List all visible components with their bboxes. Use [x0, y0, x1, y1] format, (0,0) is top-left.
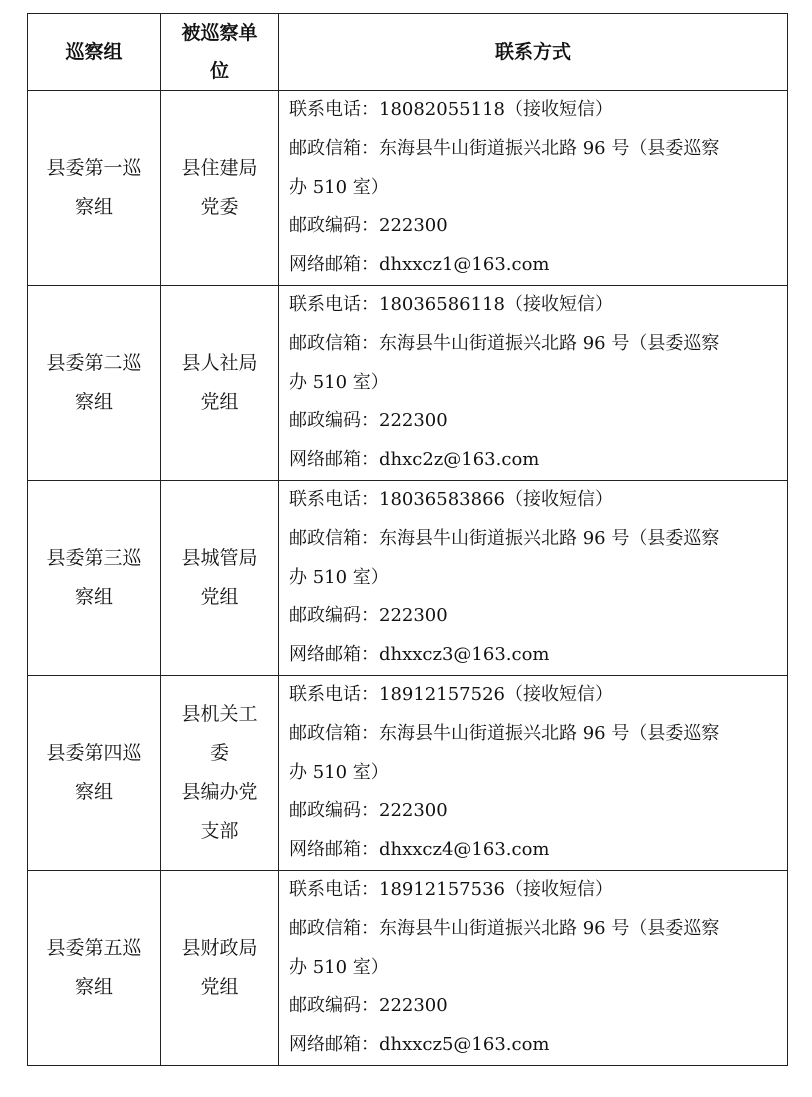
unit-cell — [161, 871, 279, 1066]
contact-mailbox-cont: 办 510 室） — [289, 761, 389, 783]
contact-mailbox: 邮政信箱：东海县牛山街道振兴北路 96 号（县委巡察 — [289, 332, 720, 354]
contact-email[interactable]: 网络邮箱：dhxxcz3@163.com — [289, 644, 550, 666]
contact-postcode: 邮政编码：222300 — [289, 410, 448, 432]
unit-name-line: 县编办党 — [181, 781, 258, 803]
group-name-line: 县委第五巡 — [46, 937, 142, 959]
contact-mailbox-cont: 办 510 室） — [289, 566, 389, 588]
contact-cell — [279, 871, 788, 1066]
unit-name-line: 县机关工 — [181, 703, 258, 725]
unit-name-line: 县财政局 — [181, 937, 258, 959]
contact-email[interactable]: 网络邮箱：dhxc2z@163.com — [289, 449, 540, 471]
contact-email[interactable]: 网络邮箱：dhxxcz4@163.com — [289, 839, 550, 861]
unit-name-line: 党组 — [200, 586, 239, 608]
contact-cell — [279, 481, 788, 676]
table-row — [28, 286, 788, 481]
group-cell — [28, 871, 161, 1066]
unit-name-line: 县住建局 — [181, 157, 258, 179]
header-unit-line: 位 — [209, 60, 229, 82]
contact-mailbox: 邮政信箱：东海县牛山街道振兴北路 96 号（县委巡察 — [289, 722, 720, 744]
header-group: 巡察组 — [28, 14, 161, 91]
contact-email[interactable]: 网络邮箱：dhxxcz5@163.com — [289, 1034, 550, 1056]
unit-name-line: 县城管局 — [181, 547, 258, 569]
group-name-line: 察组 — [74, 976, 113, 998]
inspection-contact-table — [27, 13, 788, 1066]
contact-phone: 联系电话：18036586118（接收短信） — [289, 294, 613, 315]
table-row — [28, 871, 788, 1066]
contact-mailbox-cont: 办 510 室） — [289, 956, 389, 978]
contact-mailbox: 邮政信箱：东海县牛山街道振兴北路 96 号（县委巡察 — [289, 527, 720, 549]
table-row — [28, 91, 788, 286]
header-unit — [161, 14, 279, 91]
group-name-line: 察组 — [74, 781, 113, 803]
contact-mailbox-cont: 办 510 室） — [289, 371, 389, 393]
unit-cell — [161, 286, 279, 481]
group-name-line: 察组 — [74, 196, 113, 218]
contact-phone: 联系电话：18912157526（接收短信） — [289, 684, 613, 705]
contact-cell — [279, 91, 788, 286]
unit-cell — [161, 481, 279, 676]
contact-postcode: 邮政编码：222300 — [289, 995, 448, 1017]
contact-postcode: 邮政编码：222300 — [289, 800, 448, 822]
header-unit-line: 被巡察单 — [181, 22, 258, 44]
unit-name-line: 县人社局 — [181, 352, 258, 374]
table-header-row — [28, 14, 788, 91]
contact-postcode: 邮政编码：222300 — [289, 605, 448, 627]
contact-phone: 联系电话：18082055118（接收短信） — [289, 99, 613, 120]
header-contact: 联系方式 — [279, 14, 788, 91]
group-name-line: 察组 — [74, 391, 113, 413]
contact-mailbox: 邮政信箱：东海县牛山街道振兴北路 96 号（县委巡察 — [289, 137, 720, 159]
group-name-line: 县委第二巡 — [46, 352, 142, 374]
contact-postcode: 邮政编码：222300 — [289, 215, 448, 237]
unit-cell — [161, 676, 279, 871]
group-cell — [28, 91, 161, 286]
table-row — [28, 481, 788, 676]
table-row — [28, 676, 788, 871]
group-name-line: 察组 — [74, 586, 113, 608]
group-cell — [28, 676, 161, 871]
contact-cell — [279, 676, 788, 871]
group-name-line: 县委第三巡 — [46, 547, 142, 569]
table-body — [28, 91, 788, 1066]
contact-mailbox-cont: 办 510 室） — [289, 176, 389, 198]
unit-name-line: 委 — [209, 742, 229, 764]
unit-name-line: 支部 — [200, 820, 239, 842]
contact-phone: 联系电话：18912157536（接收短信） — [289, 879, 613, 900]
group-name-line: 县委第四巡 — [46, 742, 142, 764]
unit-cell — [161, 91, 279, 286]
unit-name-line: 党组 — [200, 391, 239, 413]
contact-cell — [279, 286, 788, 481]
contact-phone: 联系电话：18036583866（接收短信） — [289, 489, 613, 510]
contact-email[interactable]: 网络邮箱：dhxxcz1@163.com — [289, 254, 550, 276]
group-cell — [28, 481, 161, 676]
contact-mailbox: 邮政信箱：东海县牛山街道振兴北路 96 号（县委巡察 — [289, 917, 720, 939]
unit-name-line: 党组 — [200, 976, 239, 998]
group-cell — [28, 286, 161, 481]
unit-name-line: 党委 — [200, 196, 239, 218]
group-name-line: 县委第一巡 — [46, 157, 142, 179]
